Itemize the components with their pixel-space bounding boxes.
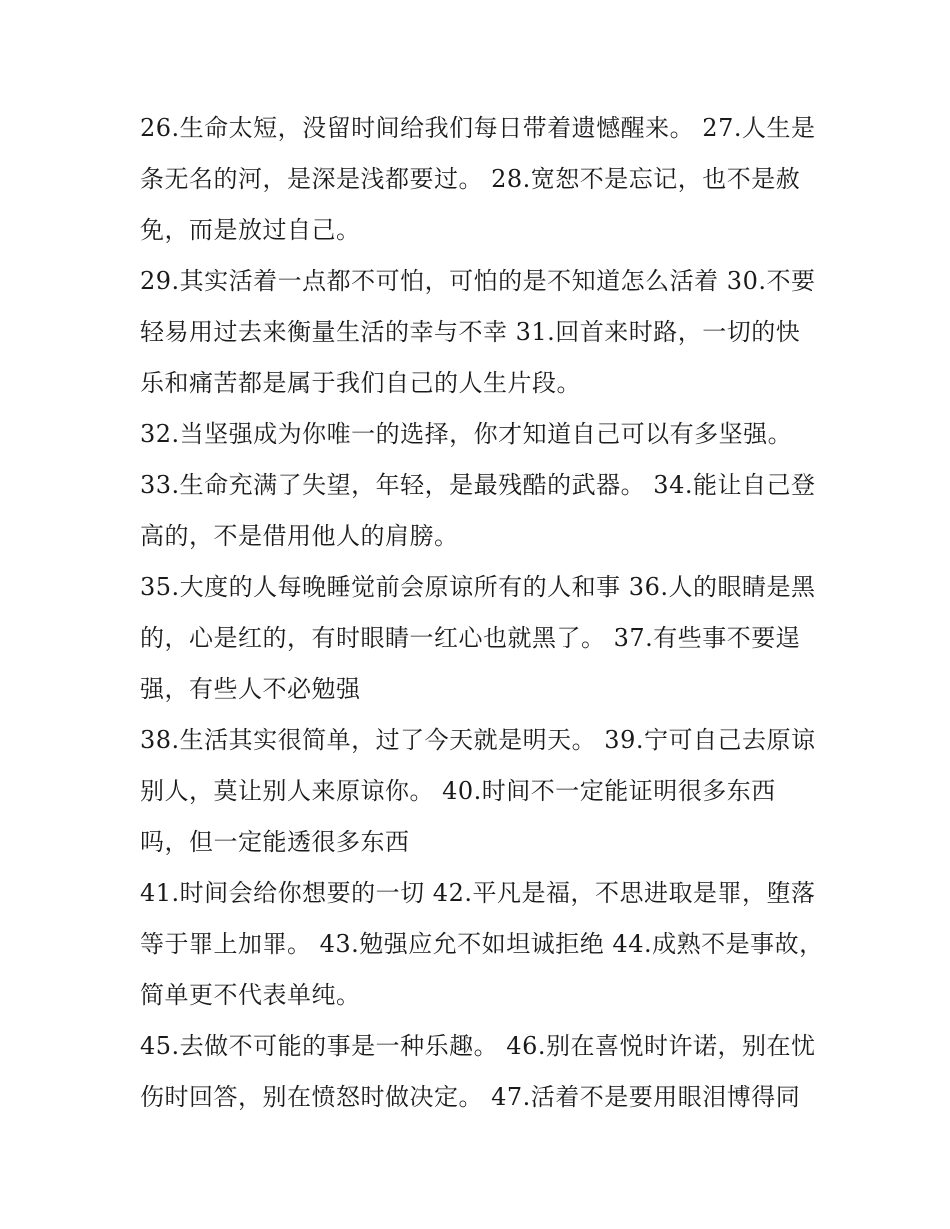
text-line: 的，心是红的，有时眼睛一红心也就黑了。 37.有些事不要逞 bbox=[140, 624, 801, 652]
text-line: 45.去做不可能的事是一种乐趣。 46.别在喜悦时许诺，别在忧 bbox=[140, 1032, 816, 1060]
text-line: 伤时回答，别在愤怒时做决定。 47.活着不是要用眼泪博得同 bbox=[140, 1083, 801, 1111]
text-line: 29.其实活着一点都不可怕，可怕的是不知道怎么活着 30.不要 bbox=[140, 267, 816, 295]
text-line: 41.时间会给你想要的一切 42.平凡是福，不思进取是罪，堕落 bbox=[140, 879, 816, 907]
text-line: 等于罪上加罪。 43.勉强应允不如坦诚拒绝 44.成熟不是事故， bbox=[140, 930, 824, 958]
text-line: 35.大度的人每晚睡觉前会原谅所有的人和事 36.人的眼睛是黑 bbox=[140, 573, 816, 601]
text-line: 条无名的河，是深是浅都要过。 28.宽恕不是忘记，也不是赦 bbox=[140, 165, 801, 193]
text-line: 高的，不是借用他人的肩膀。 bbox=[140, 522, 459, 550]
document-body bbox=[140, 103, 824, 1123]
text-line: 轻易用过去来衡量生活的幸与不幸 31.回首来时路，一切的快 bbox=[140, 318, 801, 346]
text-line: 免，而是放过自己。 bbox=[140, 216, 361, 244]
text-line: 38.生活其实很简单，过了今天就是明天。 39.宁可自己去原谅 bbox=[140, 726, 816, 754]
text-line: 乐和痛苦都是属于我们自己的人生片段。 bbox=[140, 369, 581, 397]
text-line: 吗，但一定能透很多东西 bbox=[140, 828, 410, 856]
text-line: 强，有些人不必勉强 bbox=[140, 675, 361, 703]
text-line: 33.生命充满了失望，年轻，是最残酷的武器。 34.能让自己登 bbox=[140, 471, 816, 499]
text-line: 简单更不代表单纯。 bbox=[140, 981, 361, 1009]
text-line: 26.生命太短，没留时间给我们每日带着遗憾醒来。 27.人生是 bbox=[140, 114, 816, 142]
text-line: 别人，莫让别人来原谅你。 40.时间不一定能证明很多东西 bbox=[140, 777, 776, 805]
text-line: 32.当坚强成为你唯一的选择，你才知道自己可以有多坚强。 bbox=[140, 420, 793, 448]
